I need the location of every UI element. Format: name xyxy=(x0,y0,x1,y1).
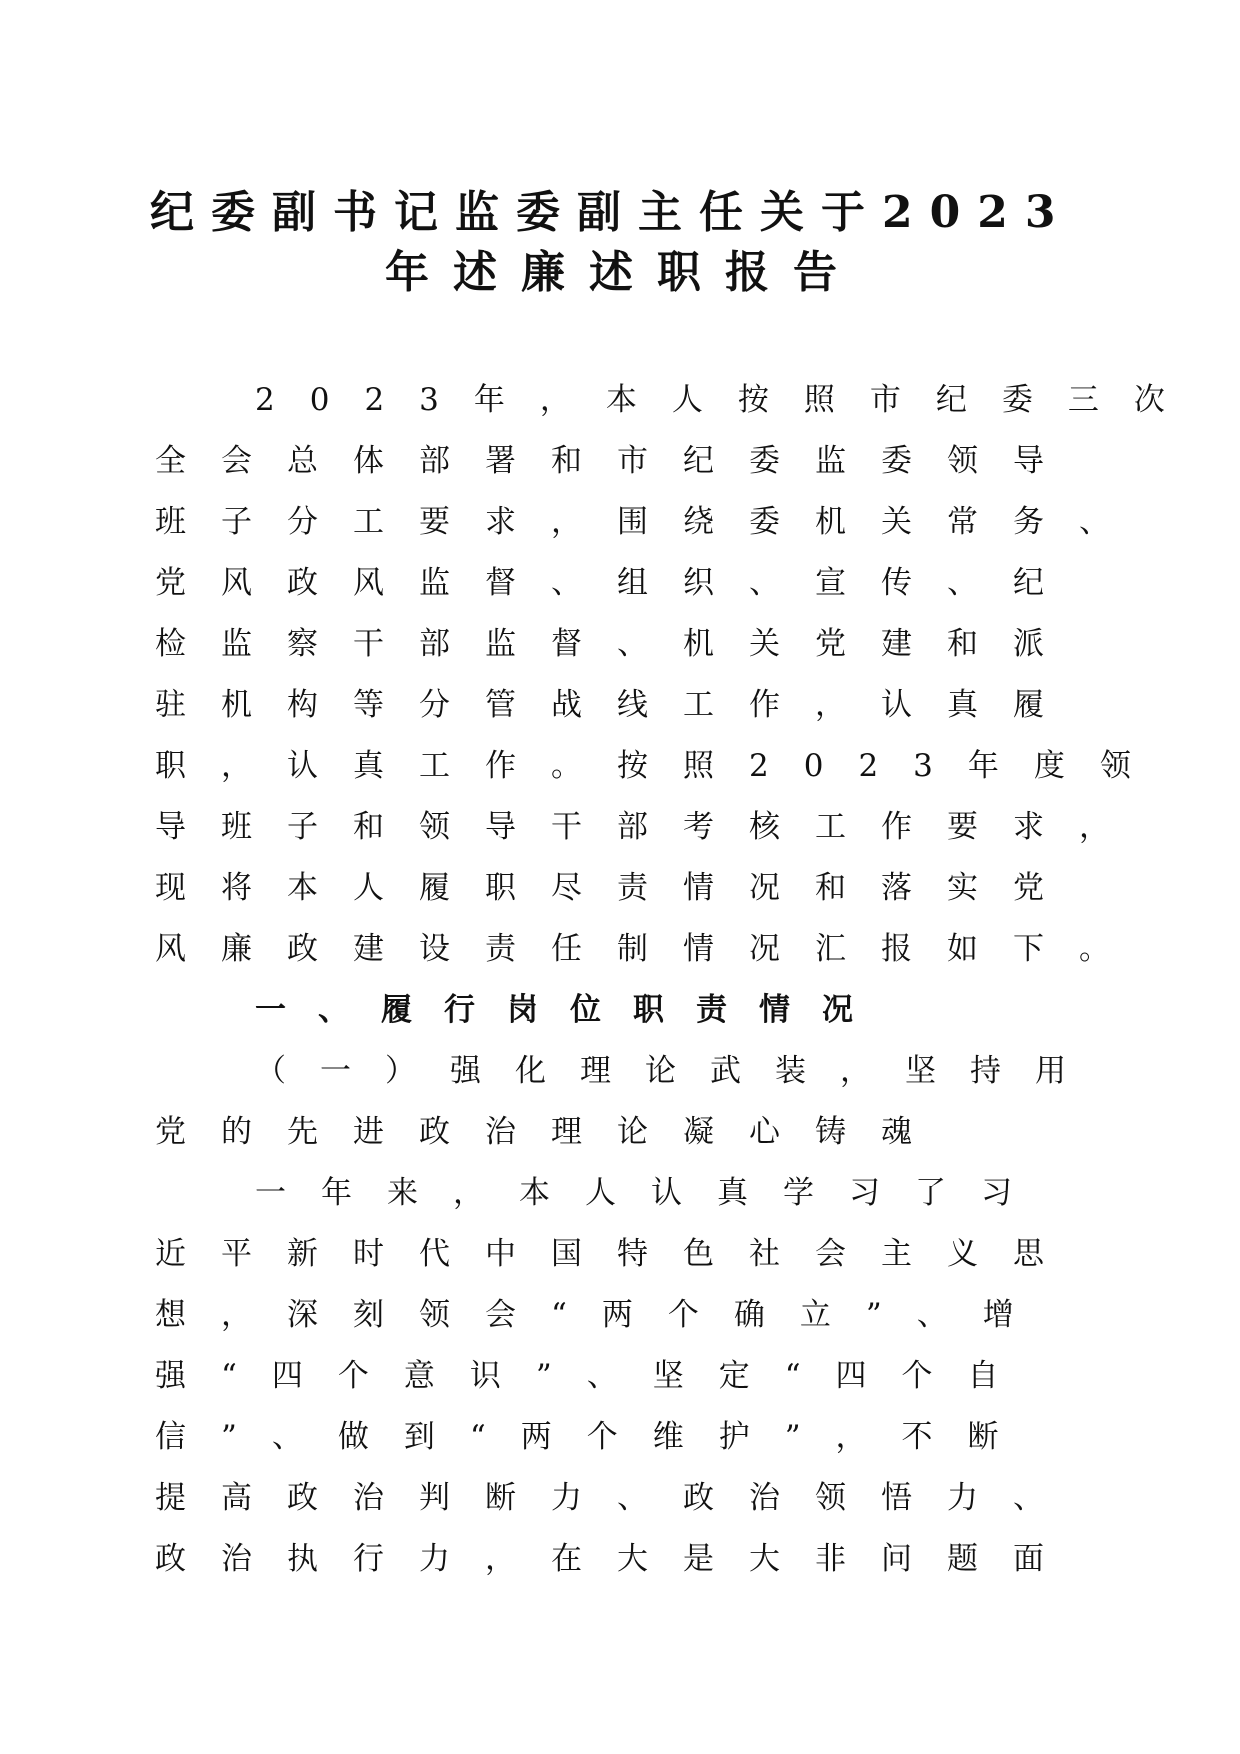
paragraph-line: 职，认真工作。按照2023年度领 xyxy=(155,748,1166,784)
document-title-line-1: 纪委副书记监委副主任关于2023 xyxy=(150,187,1073,238)
paragraph-line: 导班子和领导干部考核工作要求， xyxy=(155,809,1145,845)
section-heading: 一、履行岗位职责情况 xyxy=(255,992,885,1028)
subsection-heading-line: （一）强化理论武装，坚持用 xyxy=(255,1053,1100,1089)
paragraph-line: 风廉政建设责任制情况汇报如下。 xyxy=(155,931,1145,967)
paragraph-line: 全会总体部署和市纪委监委领导 xyxy=(155,443,1079,479)
paragraph-line: 政治执行力，在大是大非问题面 xyxy=(155,1541,1079,1577)
paragraph-line: 党风政风监督、组织、宣传、纪 xyxy=(155,565,1079,601)
paragraph-line: 强“四个意识”、坚定“四个自 xyxy=(155,1358,1034,1394)
paragraph-line: 近平新时代中国特色社会主义思 xyxy=(155,1236,1079,1272)
paragraph-line: 想，深刻领会“两个确立”、增 xyxy=(155,1297,1049,1333)
paragraph-line: 提高政治判断力、政治领悟力、 xyxy=(155,1480,1079,1516)
subsection-heading-line: 党的先进政治理论凝心铸魂 xyxy=(155,1114,947,1150)
paragraph-line: 现将本人履职尽责情况和落实党 xyxy=(155,870,1079,906)
paragraph-line: 班子分工要求，围绕委机关常务、 xyxy=(155,504,1145,540)
paragraph-line: 检监察干部监督、机关党建和派 xyxy=(155,626,1079,662)
paragraph-line: 一年来，本人认真学习了习 xyxy=(255,1175,1047,1211)
paragraph-line: 信”、做到“两个维护”，不断 xyxy=(155,1419,1034,1455)
document-title-line-2: 年述廉述职报告 xyxy=(385,247,861,298)
paragraph-line: 驻机构等分管战线工作，认真履 xyxy=(155,687,1079,723)
document-body xyxy=(155,370,1200,1590)
paragraph-line: 2023年，本人按照市纪委三次 xyxy=(255,382,1200,418)
